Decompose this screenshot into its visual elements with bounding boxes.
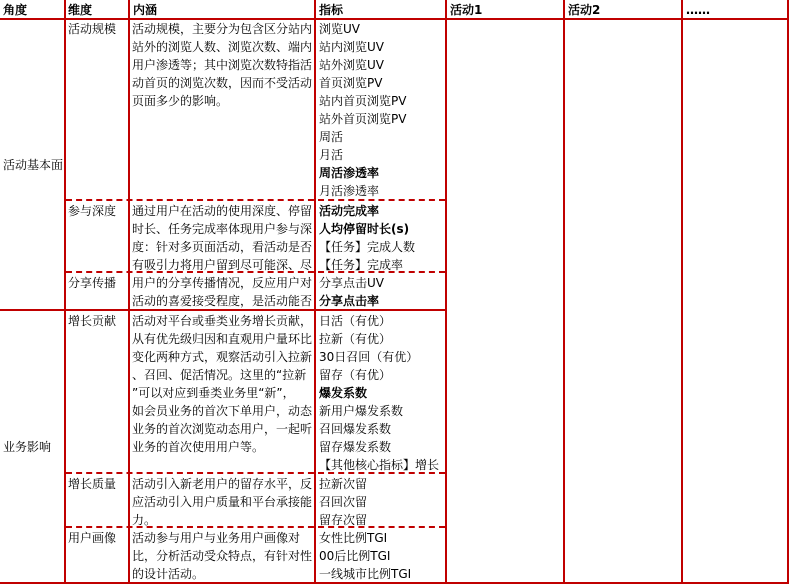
metrics-list: [319, 20, 445, 200]
metric-item: 首页浏览PV: [319, 76, 383, 90]
grid-line: [563, 0, 565, 584]
metric-item: 【其他核心指标】增长: [319, 458, 440, 472]
metric-item: 站内首页浏览PV: [319, 94, 407, 108]
content-text: [132, 20, 314, 110]
dimension-label: 增长贡献: [68, 314, 117, 328]
grid-line: [681, 0, 683, 584]
angle-label: 业务影响: [3, 440, 52, 454]
header-dimension: 维度: [68, 3, 93, 17]
content-text: [132, 202, 314, 274]
content-text: [132, 274, 314, 310]
content-line: 比，分析活动受众特点，有针对性: [132, 549, 313, 563]
content-line: 业务的首次使用用户等。: [132, 440, 265, 454]
dimension-label: 增长质量: [68, 477, 117, 491]
dimension-label: 分享传播: [68, 276, 117, 290]
header-angle: 角度: [3, 3, 28, 17]
header-activity-1: 活动1: [450, 3, 483, 17]
metric-item: 月活: [319, 148, 344, 162]
content-line: 如会员业务的首次下单用户，动态: [132, 404, 313, 418]
metrics-list: [319, 312, 445, 474]
content-line: ”可以对应到垂类业务里“新”，: [132, 386, 295, 400]
content-line: 从有优先级归因和直观用户量环比: [132, 332, 313, 346]
metric-item: 女性比例TGI: [319, 531, 388, 545]
metric-item: 一线城市比例TGI: [319, 567, 412, 581]
grid-line: [64, 0, 66, 584]
metrics-list: [319, 475, 445, 529]
header-content: 内涵: [133, 3, 158, 17]
content-line: 时长、任务完成率体现用户参与深: [132, 222, 313, 236]
metric-item: 分享点击UV: [319, 276, 384, 290]
content-line: 、召回、促活情况。这里的“拉新: [132, 368, 307, 382]
content-line: 活动对平台或垂类业务增长贡献，: [132, 314, 313, 328]
grid-line: [128, 0, 130, 584]
metric-item: 活动完成率: [319, 204, 380, 218]
metric-item: 【任务】完成率: [319, 258, 404, 272]
metric-item: 人均停留时长(s): [319, 222, 410, 236]
metrics-list: [319, 274, 445, 310]
header-metrics: 指标: [319, 3, 344, 17]
dimension-label: 参与深度: [68, 204, 117, 218]
header-more: ……: [686, 3, 710, 17]
metric-item: 留存次留: [319, 513, 368, 527]
metrics-list: [319, 202, 445, 274]
content-text: [132, 312, 314, 456]
metric-item: 30日召回（有优）: [319, 350, 419, 364]
content-line: 用户渗透等；其中浏览次数特指活: [132, 58, 313, 72]
grid-line: [445, 0, 447, 584]
content-line: 变化两种方式，观察活动引入拉新: [132, 350, 313, 364]
metric-item: 召回次留: [319, 495, 368, 509]
content-line: 度：针对多页面活动，看活动是否: [132, 240, 313, 254]
content-line: 通过用户在活动的使用深度、停留: [132, 204, 313, 218]
angle-label: 活动基本面: [3, 158, 64, 172]
content-line: 活动参与用户与业务用户画像对: [132, 531, 301, 545]
metric-item: 周活渗透率: [319, 166, 380, 180]
content-line: 业务的首次浏览动态用户，一起听: [132, 422, 313, 436]
content-line: 活动规模，主要分为包含区分站内: [132, 22, 313, 36]
metric-item: 日活（有优）: [319, 314, 392, 328]
metric-item: 留存爆发系数: [319, 440, 392, 454]
content-line: 站外的浏览人数、浏览次数、端内: [132, 40, 313, 54]
content-line: 应活动引入用户质量和平台承接能: [132, 495, 313, 509]
metric-item: 召回爆发系数: [319, 422, 392, 436]
metric-item: 站外浏览UV: [319, 58, 384, 72]
metric-item: 新用户爆发系数: [319, 404, 404, 418]
content-text: [132, 475, 314, 529]
content-line: 动首页的浏览次数，因而不受活动: [132, 76, 313, 90]
metric-item: 留存（有优）: [319, 368, 392, 382]
content-line: 有吸引力将用户留到尽可能深、尽: [132, 258, 313, 272]
metric-item: 站内浏览UV: [319, 40, 384, 54]
metric-item: 浏览UV: [319, 22, 360, 36]
metric-item: 站外首页浏览PV: [319, 112, 407, 126]
content-line: 的设计活动。: [132, 567, 205, 581]
header-activity-2: 活动2: [568, 3, 601, 17]
grid-line: [314, 0, 316, 584]
content-text: [132, 529, 314, 583]
metric-item: 爆发系数: [319, 386, 368, 400]
metric-item: 00后比例TGI: [319, 549, 391, 563]
metrics-list: [319, 529, 445, 583]
dimension-label: 用户画像: [68, 531, 117, 545]
metric-item: 拉新（有优）: [319, 332, 392, 346]
content-line: 力。: [132, 513, 157, 527]
content-line: 用户的分享传播情况，反应用户对: [132, 276, 313, 290]
metric-item: 【任务】完成人数: [319, 240, 416, 254]
metric-item: 月活渗透率: [319, 184, 380, 198]
metric-item: 周活: [319, 130, 344, 144]
content-line: 活动的喜爱接受程度，是活动能否: [132, 294, 313, 308]
metric-item: 拉新次留: [319, 477, 368, 491]
metric-item: 分享点击率: [319, 294, 380, 308]
content-line: 活动引入新老用户的留存水平，反: [132, 477, 313, 491]
content-line: 页面多少的影响。: [132, 94, 229, 108]
dimension-label: 活动规模: [68, 22, 117, 36]
